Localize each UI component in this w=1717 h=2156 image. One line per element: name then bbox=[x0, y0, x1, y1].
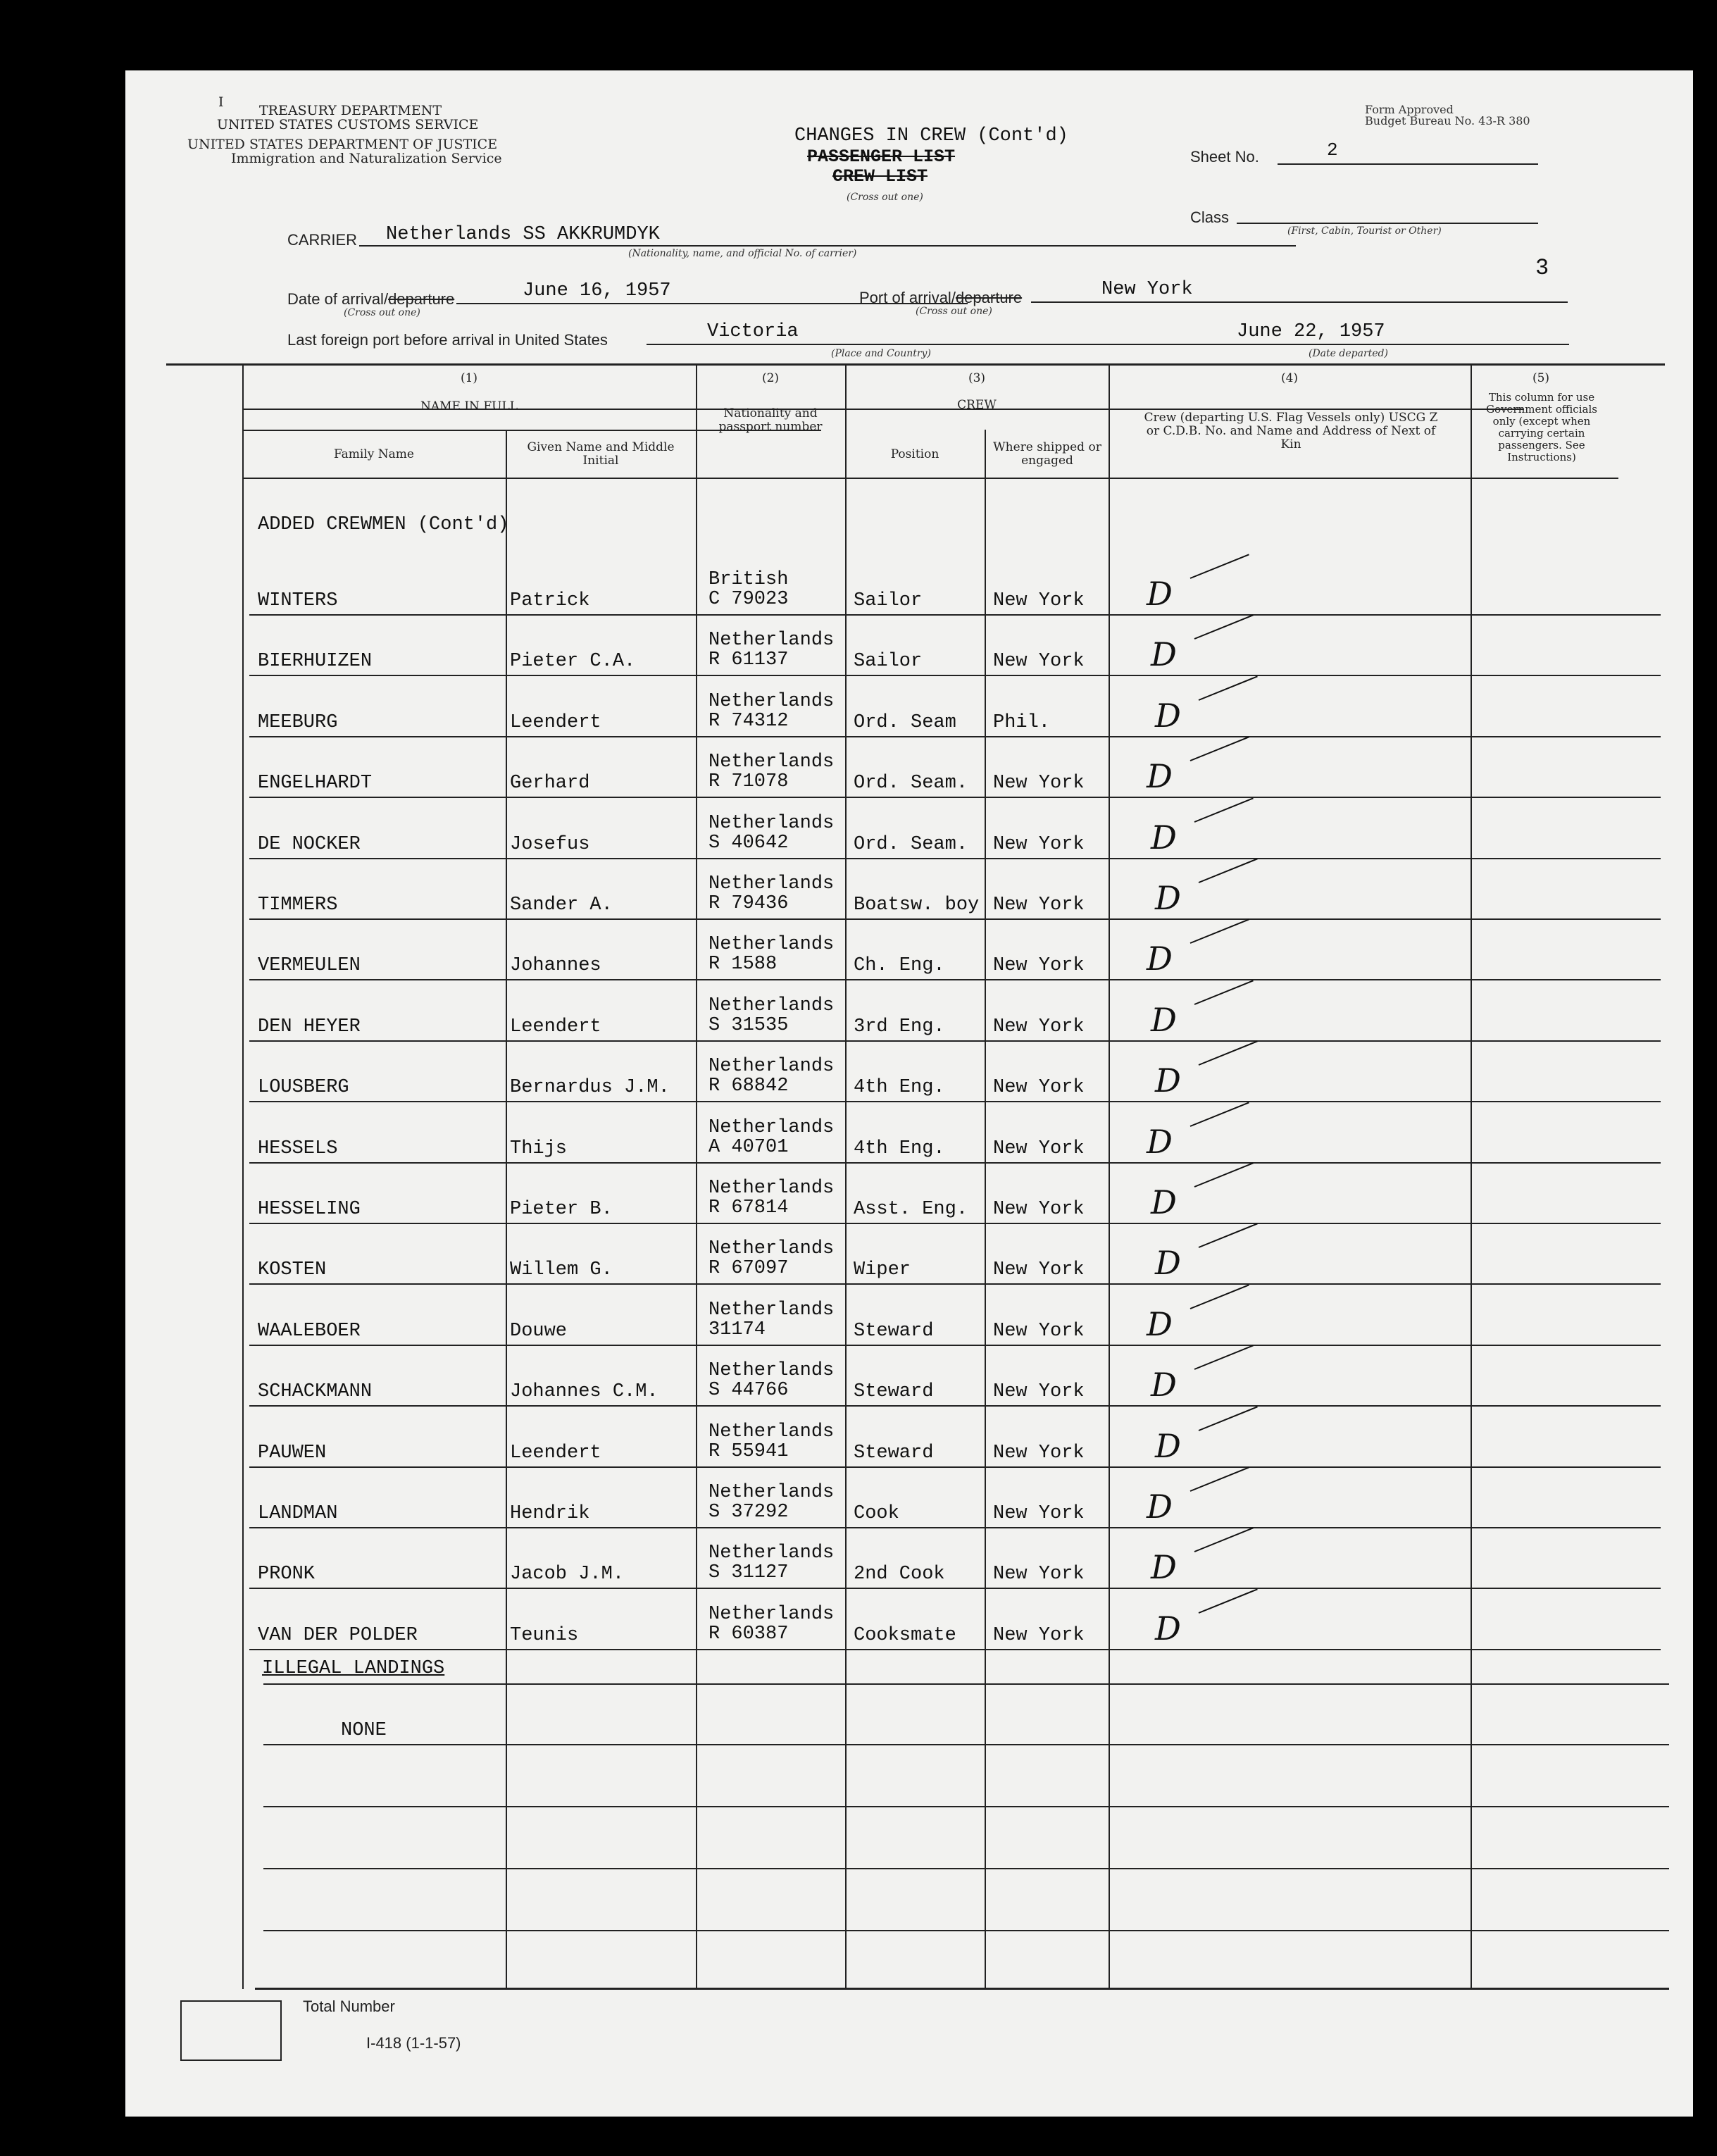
crew-where-shipped: New York bbox=[993, 1564, 1085, 1585]
crew-given-name: Willem G. bbox=[510, 1259, 613, 1281]
crew-where-shipped: New York bbox=[993, 1503, 1085, 1524]
crew-handwritten-mark: D bbox=[1147, 757, 1173, 796]
row-rule bbox=[249, 1223, 1661, 1224]
crew-position: Steward bbox=[854, 1442, 934, 1464]
col5-num: (5) bbox=[1532, 371, 1550, 385]
row-rule bbox=[249, 1466, 1661, 1468]
crew-where-shipped: New York bbox=[993, 773, 1085, 795]
crew-handwritten-mark: D bbox=[1147, 1488, 1173, 1526]
row-rule bbox=[249, 736, 1661, 737]
dept-ins: Immigration and Naturalization Service bbox=[231, 151, 502, 166]
col3a-header: Position bbox=[890, 447, 939, 461]
crew-nationality: Netherlands bbox=[708, 1116, 835, 1138]
last-port-label: Last foreign port before arrival in United States bbox=[287, 331, 608, 349]
crew-position: 2nd Cook bbox=[854, 1564, 945, 1585]
crew-family-name: VERMEULEN bbox=[258, 955, 361, 977]
crew-family-name: HESSELING bbox=[258, 1199, 361, 1220]
crew-handwritten-mark: D bbox=[1155, 1061, 1181, 1100]
row-rule bbox=[249, 1345, 1661, 1346]
crew-nationality: Netherlands bbox=[708, 873, 835, 895]
crew-handwritten-mark: D bbox=[1147, 1304, 1173, 1343]
total-number-label: Total Number bbox=[303, 1998, 395, 2015]
crew-family-name: LOUSBERG bbox=[258, 1077, 349, 1099]
form-number: I-418 (1-1-57) bbox=[366, 2034, 461, 2052]
form-approved: Form Approved bbox=[1365, 103, 1454, 116]
crew-where-shipped: New York bbox=[993, 1016, 1085, 1038]
crew-nationality: Netherlands bbox=[708, 1543, 835, 1564]
crew-passport: R 74312 bbox=[708, 710, 789, 732]
crew-given-name: Thijs bbox=[510, 1138, 568, 1159]
crew-nationality: Netherlands bbox=[708, 690, 835, 712]
crew-where-shipped: New York bbox=[993, 1077, 1085, 1099]
crew-family-name: BIERHUIZEN bbox=[258, 651, 373, 673]
carrier-value: Netherlands SS AKKRUMDYK bbox=[386, 224, 660, 245]
class-label: Class bbox=[1190, 208, 1230, 226]
crew-position: Cooksmate bbox=[854, 1624, 956, 1646]
crew-position: Sailor bbox=[854, 651, 923, 673]
corner-number: 3 bbox=[1535, 255, 1549, 281]
col3-num: (3) bbox=[968, 371, 986, 385]
row-rule bbox=[249, 1405, 1661, 1407]
crew-family-name: VAN DER POLDER bbox=[258, 1624, 418, 1646]
dept-treasury: TREASURY DEPARTMENT bbox=[259, 103, 442, 118]
crew-handwritten-mark: D bbox=[1151, 1183, 1177, 1221]
crew-position: 4th Eng. bbox=[854, 1077, 945, 1099]
crew-passport: R 71078 bbox=[708, 771, 789, 793]
crew-where-shipped: New York bbox=[993, 590, 1085, 611]
crew-handwritten-mark: D bbox=[1147, 1122, 1173, 1161]
crew-nationality: Netherlands bbox=[708, 934, 835, 956]
col4-num: (4) bbox=[1280, 371, 1299, 385]
crew-passport: 31174 bbox=[708, 1319, 766, 1340]
crew-nationality: Netherlands bbox=[708, 1360, 835, 1382]
crew-family-name: ENGELHARDT bbox=[258, 773, 373, 795]
crew-family-name: WAALEBOER bbox=[258, 1320, 361, 1342]
crew-position: Sailor bbox=[854, 590, 923, 611]
crew-passport: R 67097 bbox=[708, 1258, 789, 1280]
col3b-header: Where shipped or engaged bbox=[993, 440, 1101, 468]
crew-position: Steward bbox=[854, 1381, 934, 1403]
dept-customs: UNITED STATES CUSTOMS SERVICE bbox=[217, 117, 479, 132]
crew-passport: R 60387 bbox=[708, 1623, 789, 1645]
date-departed-note: (Date departed) bbox=[1309, 348, 1388, 359]
date-label: Date of arrival/departure bbox=[287, 290, 455, 308]
crew-given-name: Douwe bbox=[510, 1320, 568, 1342]
crew-nationality: Netherlands bbox=[708, 1603, 835, 1625]
title-crew-list: CREW LIST bbox=[832, 166, 928, 187]
crew-nationality: Netherlands bbox=[708, 752, 835, 773]
row-rule bbox=[249, 1649, 1661, 1650]
crew-position: Ord. Seam. bbox=[854, 833, 968, 855]
crew-handwritten-mark: D bbox=[1147, 940, 1173, 978]
last-port-note: (Place and Country) bbox=[831, 348, 931, 359]
crew-handwritten-mark: D bbox=[1151, 1548, 1177, 1587]
form-title: CHANGES IN CREW (Cont'd) bbox=[794, 125, 1068, 147]
crew-passport: R 61137 bbox=[708, 649, 789, 671]
crew-given-name: Patrick bbox=[510, 590, 590, 611]
col1-num: (1) bbox=[460, 371, 478, 385]
crew-handwritten-mark: D bbox=[1151, 1366, 1177, 1404]
crew-nationality: Netherlands bbox=[708, 630, 835, 652]
arrival-date: June 16, 1957 bbox=[523, 280, 671, 301]
crew-where-shipped: Phil. bbox=[993, 711, 1051, 733]
col5-header: This column for use Government officials only (except when carrying certain passengers. See Instructions) bbox=[1486, 391, 1597, 463]
crew-given-name: Pieter B. bbox=[510, 1199, 613, 1220]
document-page bbox=[125, 70, 1693, 2117]
crew-given-name: Johannes C.M. bbox=[510, 1381, 658, 1403]
crew-given-name: Bernardus J.M. bbox=[510, 1077, 670, 1099]
col2-header: Nationality and passport number bbox=[718, 406, 823, 434]
col3-title: CREW bbox=[957, 398, 997, 412]
crew-handwritten-mark: D bbox=[1155, 1609, 1181, 1647]
crew-nationality: Netherlands bbox=[708, 1178, 835, 1199]
crew-where-shipped: New York bbox=[993, 1259, 1085, 1281]
crew-family-name: LANDMAN bbox=[258, 1503, 338, 1524]
total-number-box bbox=[180, 2000, 282, 2061]
last-port-value: Victoria bbox=[707, 321, 799, 342]
row-rule bbox=[249, 675, 1661, 676]
crew-where-shipped: New York bbox=[993, 895, 1085, 916]
row-rule bbox=[249, 1283, 1661, 1285]
crew-family-name: KOSTEN bbox=[258, 1259, 327, 1281]
crew-family-name: PAUWEN bbox=[258, 1442, 327, 1464]
row-rule bbox=[249, 1527, 1661, 1528]
crew-given-name: Leendert bbox=[510, 1016, 601, 1038]
row-rule bbox=[249, 1588, 1661, 1589]
crew-handwritten-mark: D bbox=[1151, 635, 1177, 674]
crew-position: Asst. Eng. bbox=[854, 1199, 968, 1220]
crew-family-name: DEN HEYER bbox=[258, 1016, 361, 1038]
crew-family-name: DE NOCKER bbox=[258, 833, 361, 855]
port-note: (Cross out one) bbox=[916, 306, 992, 317]
crew-where-shipped: New York bbox=[993, 1199, 1085, 1220]
crew-position: 4th Eng. bbox=[854, 1138, 945, 1159]
col4-header: Crew (departing U.S. Flag Vessels only) USCG Z or C.D.B. No. and Name and Address of Next of Kin bbox=[1144, 411, 1438, 451]
section-illegal-landings: ILLEGAL LANDINGS bbox=[262, 1658, 445, 1679]
crew-given-name: Sander A. bbox=[510, 895, 613, 916]
crew-position: Wiper bbox=[854, 1259, 911, 1281]
crew-given-name: Jacob J.M. bbox=[510, 1564, 625, 1585]
row-rule bbox=[249, 614, 1661, 616]
class-note: (First, Cabin, Tourist or Other) bbox=[1287, 225, 1442, 237]
crew-handwritten-mark: D bbox=[1155, 1426, 1181, 1465]
budget-bureau: Budget Bureau No. 43-R 380 bbox=[1365, 114, 1530, 127]
arrival-port: New York bbox=[1101, 279, 1193, 300]
crew-where-shipped: New York bbox=[993, 1624, 1085, 1646]
crew-handwritten-mark: D bbox=[1147, 575, 1173, 613]
crew-passport: S 44766 bbox=[708, 1380, 789, 1402]
crew-position: Cook bbox=[854, 1503, 899, 1524]
crew-position: Boatsw. boy bbox=[854, 895, 980, 916]
row-rule bbox=[249, 1162, 1661, 1164]
crew-passport: C 79023 bbox=[708, 589, 789, 610]
illegal-landings-value: NONE bbox=[341, 1720, 387, 1741]
sheet-label: Sheet No. bbox=[1190, 148, 1259, 166]
crew-given-name: Josefus bbox=[510, 833, 590, 855]
crew-passport: S 40642 bbox=[708, 832, 789, 854]
crew-passport: S 37292 bbox=[708, 1502, 789, 1523]
row-rule bbox=[249, 979, 1661, 980]
crew-passport: S 31535 bbox=[708, 1014, 789, 1036]
crew-passport: A 40701 bbox=[708, 1136, 789, 1158]
crew-nationality: Netherlands bbox=[708, 1299, 835, 1321]
crew-nationality: Netherlands bbox=[708, 1421, 835, 1442]
crew-handwritten-mark: D bbox=[1155, 879, 1181, 917]
crew-family-name: HESSELS bbox=[258, 1138, 338, 1159]
col1b-header: Given Name and Middle Initial bbox=[527, 440, 675, 468]
crew-handwritten-mark: D bbox=[1151, 1000, 1177, 1039]
crew-where-shipped: New York bbox=[993, 1442, 1085, 1464]
crew-given-name: Teunis bbox=[510, 1624, 579, 1646]
crew-nationality: Netherlands bbox=[708, 1482, 835, 1503]
crew-passport: R 55941 bbox=[708, 1440, 789, 1462]
crew-nationality: Netherlands bbox=[708, 1238, 835, 1260]
crew-given-name: Pieter C.A. bbox=[510, 651, 636, 673]
crew-position: Ord. Seam. bbox=[854, 773, 968, 795]
carrier-label: CARRIER bbox=[287, 231, 358, 249]
crew-given-name: Leendert bbox=[510, 711, 601, 733]
crew-nationality: Netherlands bbox=[708, 1056, 835, 1078]
sheet-value: 2 bbox=[1327, 139, 1338, 161]
row-rule bbox=[249, 918, 1661, 920]
crew-nationality: British bbox=[708, 569, 789, 590]
crew-family-name: MEEBURG bbox=[258, 711, 338, 733]
crew-handwritten-mark: D bbox=[1155, 1244, 1181, 1283]
crew-passport: R 1588 bbox=[708, 954, 778, 976]
crew-handwritten-mark: D bbox=[1155, 696, 1181, 735]
crew-passport: S 31127 bbox=[708, 1562, 789, 1584]
crew-family-name: WINTERS bbox=[258, 590, 338, 611]
crew-where-shipped: New York bbox=[993, 955, 1085, 977]
crew-family-name: TIMMERS bbox=[258, 895, 338, 916]
crew-family-name: SCHACKMANN bbox=[258, 1381, 373, 1403]
crew-family-name: PRONK bbox=[258, 1564, 316, 1585]
section-added-crewmen: ADDED CREWMEN (Cont'd) bbox=[258, 514, 509, 535]
title-passenger-list: PASSENGER LIST bbox=[807, 147, 956, 167]
row-rule bbox=[249, 797, 1661, 798]
crew-where-shipped: New York bbox=[993, 1381, 1085, 1403]
col1a-header: Family Name bbox=[334, 447, 414, 461]
crew-passport: R 68842 bbox=[708, 1076, 789, 1097]
col1-title: NAME IN FULL bbox=[420, 399, 518, 413]
col2-num: (2) bbox=[761, 371, 780, 385]
crew-position: Ch. Eng. bbox=[854, 955, 945, 977]
crew-where-shipped: New York bbox=[993, 651, 1085, 673]
crew-passport: R 79436 bbox=[708, 893, 789, 914]
crew-where-shipped: New York bbox=[993, 833, 1085, 855]
crew-where-shipped: New York bbox=[993, 1320, 1085, 1342]
form-mark: I bbox=[218, 94, 224, 110]
crew-passport: R 67814 bbox=[708, 1197, 789, 1219]
crew-nationality: Netherlands bbox=[708, 812, 835, 834]
crew-given-name: Johannes bbox=[510, 955, 601, 977]
crew-where-shipped: New York bbox=[993, 1138, 1085, 1159]
crew-given-name: Hendrik bbox=[510, 1503, 590, 1524]
crew-position: Steward bbox=[854, 1320, 934, 1342]
crew-position: Ord. Seam bbox=[854, 711, 956, 733]
dept-justice: UNITED STATES DEPARTMENT OF JUSTICE bbox=[187, 137, 498, 152]
crew-given-name: Leendert bbox=[510, 1442, 601, 1464]
date-note: (Cross out one) bbox=[344, 307, 420, 318]
crew-given-name: Gerhard bbox=[510, 773, 590, 795]
port-label: Port of arrival/departure bbox=[859, 289, 1023, 306]
row-rule bbox=[249, 858, 1661, 859]
crew-position: 3rd Eng. bbox=[854, 1016, 945, 1038]
title-note: (Cross out one) bbox=[847, 192, 923, 203]
row-rule bbox=[249, 1101, 1661, 1102]
date-departed-value: June 22, 1957 bbox=[1237, 321, 1385, 342]
row-rule bbox=[249, 1040, 1661, 1042]
crew-handwritten-mark: D bbox=[1151, 818, 1177, 856]
crew-nationality: Netherlands bbox=[708, 995, 835, 1016]
carrier-note: (Nationality, name, and official No. of carrier) bbox=[628, 248, 857, 259]
